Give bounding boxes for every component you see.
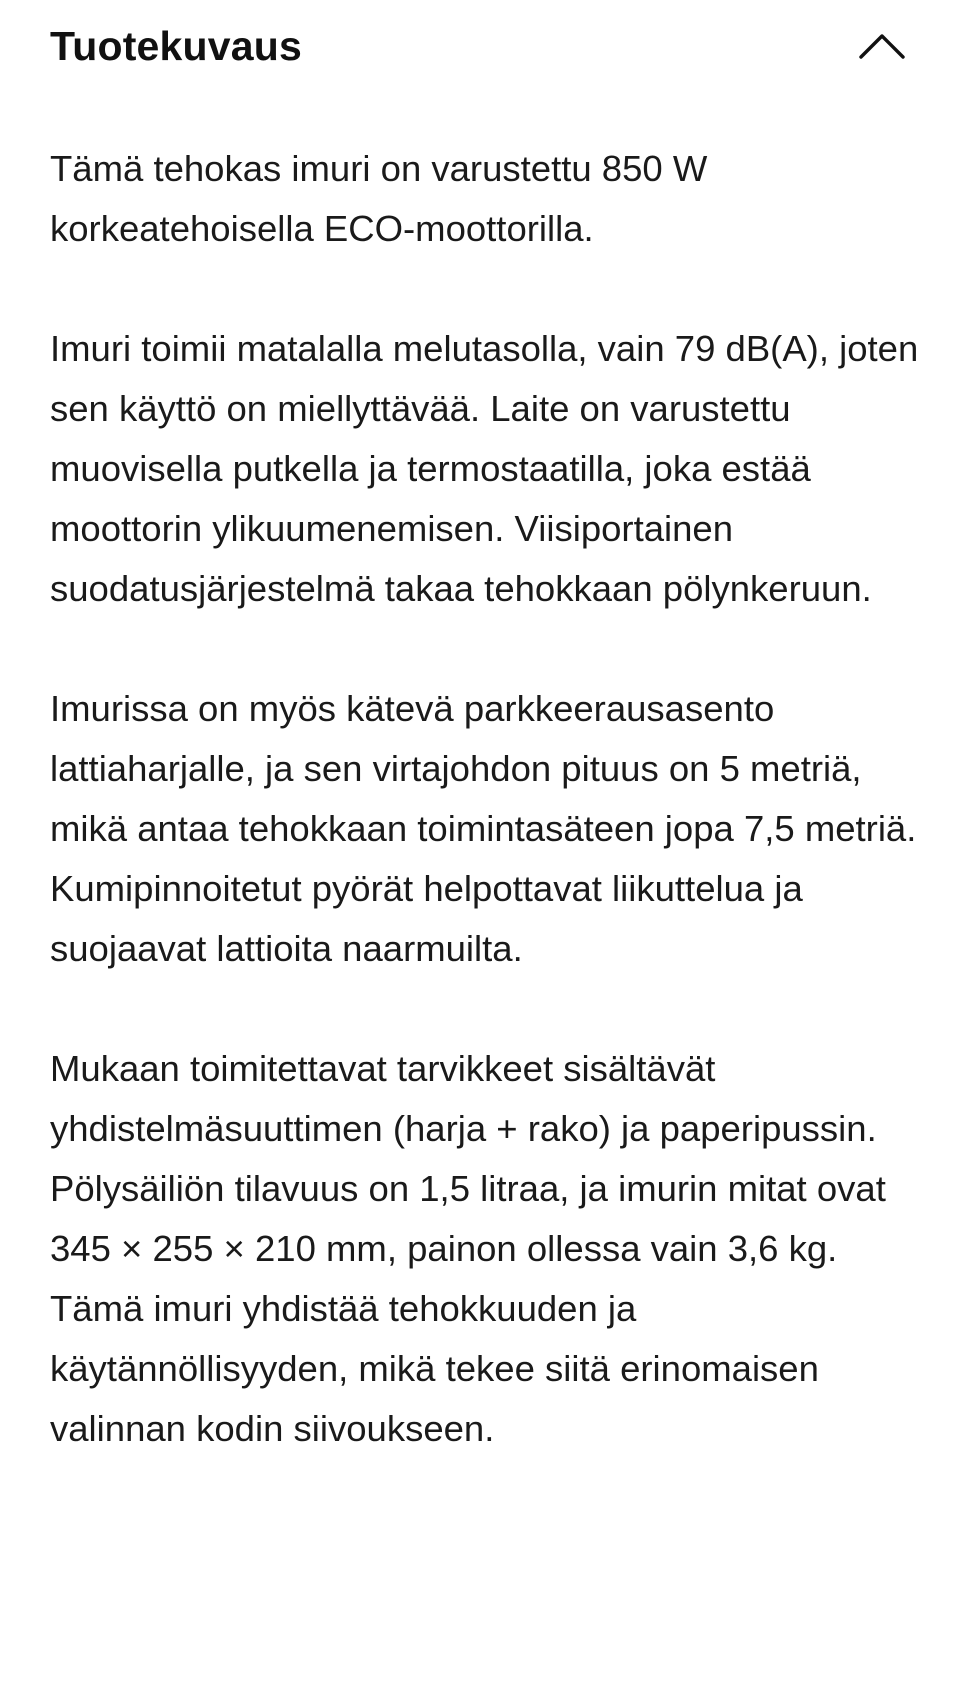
description-paragraph: Tämä tehokas imuri on varustettu 850 W korkeatehoisella ECO-moottorilla. — [50, 148, 708, 249]
description-paragraph: Imurissa on myös kätevä parkkeerausasento lattiaharjalle, ja sen virtajohdon pituus on 5 metriä, mikä antaa tehokkaan toimintasäteen jopa 7,5 metriä. Kumipinnoitetut pyörät helpottavat liikuttelua ja suojaavat lattioita naarmuilta. — [50, 688, 917, 969]
section-header[interactable] — [50, 0, 910, 92]
chevron-up-icon — [858, 32, 906, 60]
description-paragraph: Mukaan toimitettavat tarvikkeet sisältävät yhdistelmäsuuttimen (harja + rako) ja paperipussin. Pölysäiliön tilavuus on 1,5 litraa, ja imurin mitat ovat 345 × 255 × 210 mm, painon ollessa vain 3,6 kg. Tämä imuri yhdistää tehokkuuden ja käytännöllisyyden, mikä tekee siitä erinomaisen valinnan kodin siivoukseen. — [50, 1048, 886, 1449]
product-description-body — [50, 139, 919, 1459]
description-paragraph: Imuri toimii matalalla melutasolla, vain 79 dB(A), joten sen käyttö on miellyttävää. Laite on varustettu muovisella putkella ja termostaatilla, joka estää moottorin ylikuumenemisen. Viisiportainen suodatusjärjestelmä takaa tehokkaan pölynkeruun. — [50, 328, 919, 609]
collapse-toggle-button[interactable] — [836, 16, 906, 76]
section-title: Tuotekuvaus — [50, 22, 303, 69]
